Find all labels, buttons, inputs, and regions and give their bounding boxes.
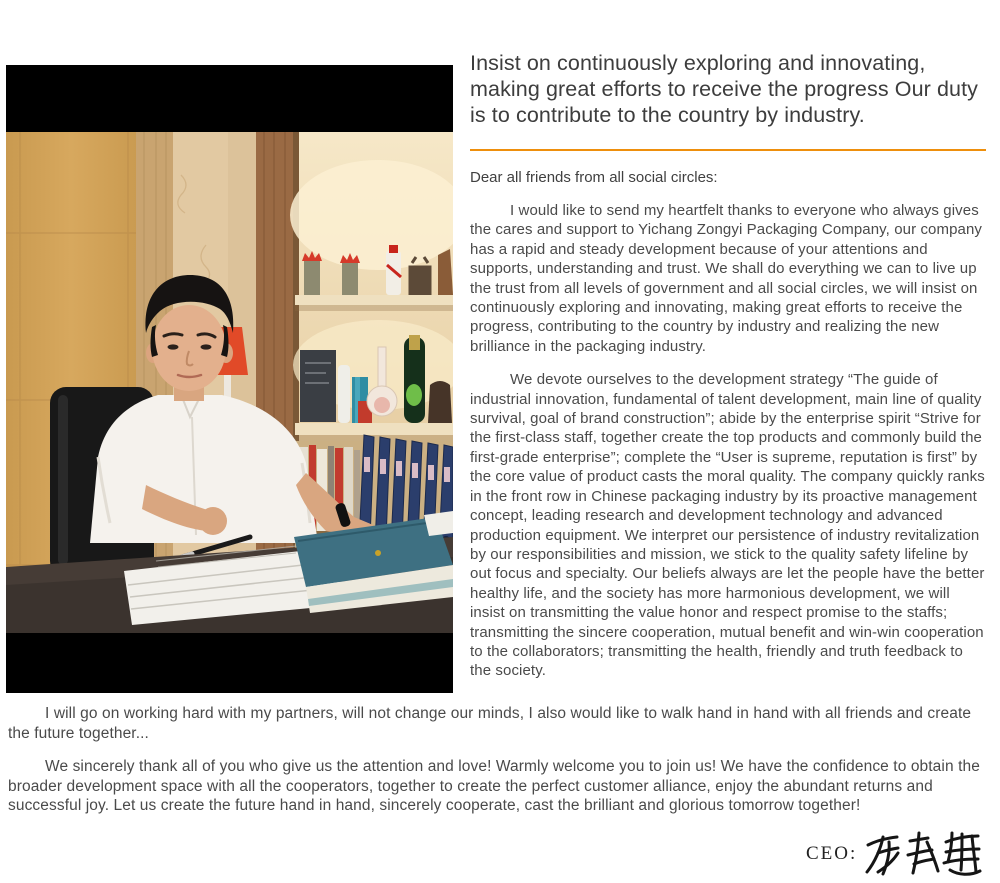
signature-row: [806, 828, 986, 880]
ceo-label: CEO:: [806, 843, 858, 864]
salutation: Dear all friends from all social circles:: [470, 169, 718, 186]
closing-paragraph-2: We sincerely thank all of you who give us the attention and love! Warmly welcome you to join us! We have the confidence to obtain the broader development space with all the cooperators, together to create the perfect customer alliance, enjoy the abundant returns and successful joy. Let us create the future hand in hand, sincerely cooperate, cast the brilliant and glorious tomorrow together!: [8, 758, 980, 814]
message-paragraph-1: I would like to send my heartfelt thanks to everyone who always gives the cares and support to Yichang Zongyi Packaging Company, our company has a rapid and steady development because of your attentions and supports, understanding and trust. We shall do everything we can to live up the trust from all levels of government and all social circles, we will insist on continuously exploring and innovating, making great efforts to receive the progress, contributing to the country by industry and realizing the new brilliance in the packaging industry.: [470, 202, 983, 355]
ceo-photo-illustration: [6, 65, 453, 693]
ceo-signature-handwriting: [864, 829, 986, 879]
ceo-photo: [6, 65, 453, 693]
headline: Insist on continuously exploring and innovating, making great efforts to receive the progress Our duty is to contribute to the country by industry.: [470, 51, 979, 127]
closing-paragraph-1: I will go on working hard with my partners, will not change our minds, I also would like to walk hand in hand with all friends and create the future together...: [8, 705, 972, 742]
photo-bottom-bar: [6, 633, 453, 693]
closing-section: [8, 704, 990, 816]
photo-top-bar: [6, 65, 453, 132]
message-paragraph-2: We devote ourselves to the development strategy “The guide of industrial innovation, fundamental of talent development, main line of quality survival, goal of brand construction”; abide by the enterprise spirit “Strive for the first-class staff, together create the top products and commonly build the first-grade enterprise”; complete the “User is supreme, reputation is first” by the core value of product casts the moral quality. The company quickly ranks in the front row in Chinese packaging industry by its proactive management concept, leading research and development technology and advanced production equipment. We interpret our persistence of industry revitalization by our responsibilities and mission, we stick to the quality safety lifeline by out focus and specialty. Our beliefs always are let the people have the better healthy life, and the society has more harmonious development, we will insist on transmitting the value honor and respect promise to the staffs; transmitting the sincere cooperation, mutual benefit and win-win cooperation to the collaborators; transmitting the health, friendly and truth feedback to the society.: [470, 371, 985, 680]
accent-divider: [470, 149, 986, 151]
message-column: [470, 50, 987, 681]
